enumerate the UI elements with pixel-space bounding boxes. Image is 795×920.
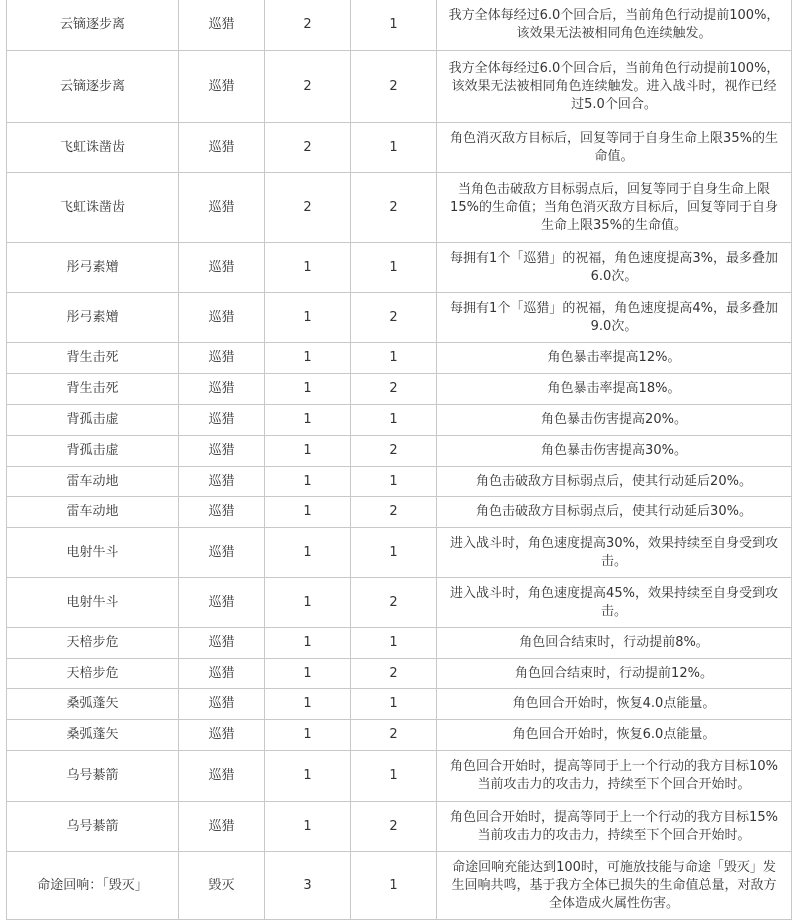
blessing-rarity: 1 bbox=[265, 405, 351, 436]
blessing-level: 2 bbox=[351, 436, 437, 467]
blessing-path: 毁灭 bbox=[179, 852, 265, 920]
blessing-description: 角色回合结束时，行动提前12%。 bbox=[437, 659, 792, 689]
blessing-rarity: 1 bbox=[265, 436, 351, 467]
blessing-rarity: 1 bbox=[265, 689, 351, 720]
blessing-path: 巡猎 bbox=[179, 405, 265, 436]
blessing-level: 2 bbox=[351, 720, 437, 751]
blessing-path: 巡猎 bbox=[179, 659, 265, 689]
blessing-name: 天棓步危 bbox=[7, 659, 179, 689]
table-row bbox=[7, 343, 792, 374]
blessing-level: 2 bbox=[351, 374, 437, 405]
blessing-name: 命途回响：「毁灭」 bbox=[7, 852, 179, 920]
blessing-description: 每拥有1个「巡猎」的祝福，角色速度提高3%，最多叠加6.0次。 bbox=[437, 243, 792, 293]
blessing-table bbox=[6, 0, 792, 920]
blessing-description: 角色击破敌方目标弱点后，使其行动延后30%。 bbox=[437, 497, 792, 528]
blessing-description: 我方全体每经过6.0个回合后，当前角色行动提前100%，该效果无法被相同角色连续触发。 bbox=[437, 0, 792, 51]
blessing-level: 1 bbox=[351, 628, 437, 659]
blessing-path: 巡猎 bbox=[179, 802, 265, 852]
blessing-name: 电射牛斗 bbox=[7, 578, 179, 628]
blessing-name: 背孤击虚 bbox=[7, 405, 179, 436]
blessing-name: 雷车动地 bbox=[7, 497, 179, 528]
blessing-rarity: 3 bbox=[265, 852, 351, 920]
blessing-level: 2 bbox=[351, 659, 437, 689]
blessing-description: 命途回响充能达到100时，可施放技能与命途「毁灭」发生回响共鸣，基于我方全体已损失的生命值总量，对敌方全体造成火属性伤害。 bbox=[437, 852, 792, 920]
table-row bbox=[7, 628, 792, 659]
table-row bbox=[7, 720, 792, 751]
blessing-name: 背孤击虚 bbox=[7, 436, 179, 467]
blessing-level: 2 bbox=[351, 293, 437, 343]
blessing-level: 1 bbox=[351, 123, 437, 173]
blessing-level: 2 bbox=[351, 578, 437, 628]
blessing-rarity: 2 bbox=[265, 173, 351, 243]
blessing-path: 巡猎 bbox=[179, 689, 265, 720]
blessing-rarity: 1 bbox=[265, 243, 351, 293]
blessing-description: 进入战斗时，角色速度提高45%，效果持续至自身受到攻击。 bbox=[437, 578, 792, 628]
blessing-description: 角色暴击伤害提高20%。 bbox=[437, 405, 792, 436]
blessing-path: 巡猎 bbox=[179, 436, 265, 467]
blessing-name: 云镝逐步离 bbox=[7, 0, 179, 51]
blessing-level: 2 bbox=[351, 802, 437, 852]
table-row bbox=[7, 293, 792, 343]
table-row bbox=[7, 528, 792, 578]
table-row bbox=[7, 0, 792, 51]
blessing-path: 巡猎 bbox=[179, 293, 265, 343]
blessing-level: 1 bbox=[351, 405, 437, 436]
blessing-name: 飞虹诛凿齿 bbox=[7, 123, 179, 173]
blessing-level: 2 bbox=[351, 497, 437, 528]
blessing-rarity: 2 bbox=[265, 0, 351, 51]
blessing-rarity: 1 bbox=[265, 528, 351, 578]
blessing-rarity: 1 bbox=[265, 497, 351, 528]
table-row bbox=[7, 689, 792, 720]
blessing-rarity: 1 bbox=[265, 720, 351, 751]
blessing-level: 2 bbox=[351, 173, 437, 243]
blessing-path: 巡猎 bbox=[179, 343, 265, 374]
blessing-rarity: 1 bbox=[265, 343, 351, 374]
table-row bbox=[7, 751, 792, 802]
blessing-level: 1 bbox=[351, 343, 437, 374]
blessing-rarity: 1 bbox=[265, 628, 351, 659]
blessing-description: 当角色击破敌方目标弱点后，回复等同于自身生命上限15%的生命值；当角色消灭敌方目标后，回复等同于自身生命上限35%的生命值。 bbox=[437, 173, 792, 243]
blessing-description: 进入战斗时，角色速度提高30%，效果持续至自身受到攻击。 bbox=[437, 528, 792, 578]
blessing-path: 巡猎 bbox=[179, 0, 265, 51]
blessing-path: 巡猎 bbox=[179, 751, 265, 802]
blessing-description: 角色回合结束时，行动提前8%。 bbox=[437, 628, 792, 659]
blessing-description: 每拥有1个「巡猎」的祝福，角色速度提高4%，最多叠加9.0次。 bbox=[437, 293, 792, 343]
blessing-rarity: 1 bbox=[265, 374, 351, 405]
blessing-description: 我方全体每经过6.0个回合后，当前角色行动提前100%，该效果无法被相同角色连续触发。进入战斗时，视作已经过5.0个回合。 bbox=[437, 51, 792, 123]
blessing-name: 彤弓素矰 bbox=[7, 293, 179, 343]
blessing-name: 雷车动地 bbox=[7, 467, 179, 497]
blessing-path: 巡猎 bbox=[179, 628, 265, 659]
blessing-description: 角色回合开始时，恢复6.0点能量。 bbox=[437, 720, 792, 751]
table-row bbox=[7, 123, 792, 173]
blessing-name: 乌号綦箭 bbox=[7, 802, 179, 852]
blessing-rarity: 1 bbox=[265, 659, 351, 689]
blessing-level: 1 bbox=[351, 852, 437, 920]
blessing-name: 背生击死 bbox=[7, 343, 179, 374]
blessing-path: 巡猎 bbox=[179, 467, 265, 497]
blessing-description: 角色消灭敌方目标后，回复等同于自身生命上限35%的生命值。 bbox=[437, 123, 792, 173]
blessing-description: 角色暴击伤害提高30%。 bbox=[437, 436, 792, 467]
blessing-description: 角色暴击率提高12%。 bbox=[437, 343, 792, 374]
table-row bbox=[7, 51, 792, 123]
blessing-rarity: 2 bbox=[265, 51, 351, 123]
blessing-level: 1 bbox=[351, 689, 437, 720]
blessing-description: 角色回合开始时，提高等同于上一个行动的我方目标15%当前攻击力的攻击力，持续至下个回合开始时。 bbox=[437, 802, 792, 852]
blessing-path: 巡猎 bbox=[179, 243, 265, 293]
blessing-rarity: 1 bbox=[265, 467, 351, 497]
blessing-name: 彤弓素矰 bbox=[7, 243, 179, 293]
blessing-name: 桑弧蓬矢 bbox=[7, 720, 179, 751]
blessing-rarity: 2 bbox=[265, 123, 351, 173]
blessing-rarity: 1 bbox=[265, 802, 351, 852]
table-row bbox=[7, 578, 792, 628]
table-row bbox=[7, 497, 792, 528]
blessing-description: 角色暴击率提高18%。 bbox=[437, 374, 792, 405]
blessing-rarity: 1 bbox=[265, 578, 351, 628]
blessing-path: 巡猎 bbox=[179, 497, 265, 528]
table-row bbox=[7, 173, 792, 243]
blessing-path: 巡猎 bbox=[179, 578, 265, 628]
blessing-description: 角色击破敌方目标弱点后，使其行动延后20%。 bbox=[437, 467, 792, 497]
table-row bbox=[7, 659, 792, 689]
blessing-rarity: 1 bbox=[265, 751, 351, 802]
blessing-path: 巡猎 bbox=[179, 374, 265, 405]
blessing-rarity: 1 bbox=[265, 293, 351, 343]
blessing-name: 云镝逐步离 bbox=[7, 51, 179, 123]
table-row bbox=[7, 243, 792, 293]
blessing-description: 角色回合开始时，恢复4.0点能量。 bbox=[437, 689, 792, 720]
table-row bbox=[7, 852, 792, 920]
blessing-name: 电射牛斗 bbox=[7, 528, 179, 578]
blessing-level: 1 bbox=[351, 751, 437, 802]
table-row bbox=[7, 374, 792, 405]
blessing-name: 天棓步危 bbox=[7, 628, 179, 659]
blessing-name: 背生击死 bbox=[7, 374, 179, 405]
table-row bbox=[7, 467, 792, 497]
blessing-level: 1 bbox=[351, 0, 437, 51]
blessing-level: 1 bbox=[351, 467, 437, 497]
blessing-path: 巡猎 bbox=[179, 51, 265, 123]
table-row bbox=[7, 802, 792, 852]
blessing-name: 桑弧蓬矢 bbox=[7, 689, 179, 720]
blessing-name: 飞虹诛凿齿 bbox=[7, 173, 179, 243]
blessing-path: 巡猎 bbox=[179, 720, 265, 751]
table-row bbox=[7, 405, 792, 436]
blessing-path: 巡猎 bbox=[179, 528, 265, 578]
blessing-level: 1 bbox=[351, 528, 437, 578]
blessing-level: 2 bbox=[351, 51, 437, 123]
blessing-path: 巡猎 bbox=[179, 123, 265, 173]
table-row bbox=[7, 436, 792, 467]
blessing-name: 乌号綦箭 bbox=[7, 751, 179, 802]
blessing-level: 1 bbox=[351, 243, 437, 293]
blessing-description: 角色回合开始时，提高等同于上一个行动的我方目标10%当前攻击力的攻击力，持续至下个回合开始时。 bbox=[437, 751, 792, 802]
blessing-path: 巡猎 bbox=[179, 173, 265, 243]
